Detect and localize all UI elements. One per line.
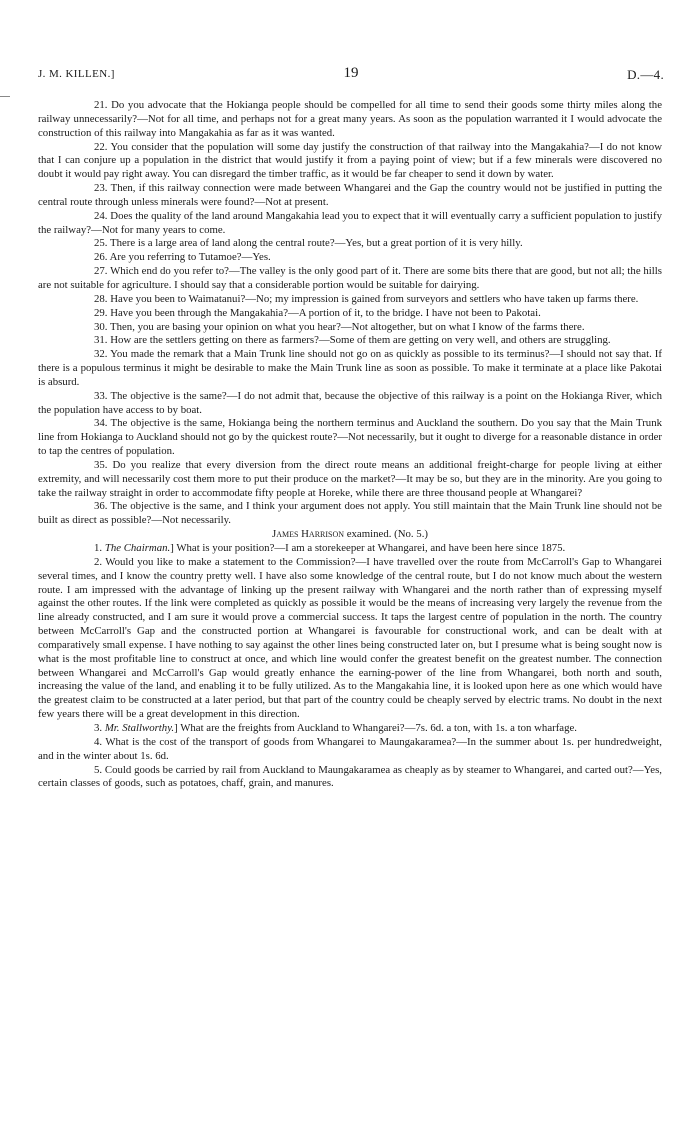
question-number: 24. xyxy=(94,209,108,222)
question-text: Then, you are basing your opinion on what you hear?—Not altogether, but on what I know of the farms there. xyxy=(110,320,585,333)
question-number: 3. xyxy=(94,721,103,734)
question-number: 26. xyxy=(94,251,108,264)
question-number: 34. xyxy=(94,417,108,430)
question-text: There is a large area of land along the central route?—Yes, but a great portion of it is very hilly. xyxy=(110,237,523,250)
question-text: Do you advocate that the Hokianga people should be compelled for all time to send their goods some thirty miles along the railway unnecessarily?—Not for all time, and perhaps not for a great many years. As soon as the population warranted it I would advocate the construction of this railway into Mangakahia as far as it was wanted. xyxy=(38,99,662,139)
killen-testimony xyxy=(38,99,662,528)
question-number: 30. xyxy=(94,320,108,333)
question-paragraph xyxy=(38,293,662,307)
question-number: 2. xyxy=(94,555,103,568)
question-text: Then, if this railway connection were made between Whangarei and the Gap the country would not be justified in putting the central route through unless minerals were found?—Not at present. xyxy=(38,182,662,208)
question-paragraph xyxy=(38,182,662,210)
question-number: 36. xyxy=(94,500,108,513)
question-number: 4. xyxy=(94,735,103,748)
speaker-name: Mr. Stallworthy. xyxy=(104,721,175,734)
speaker-name: The Chairman. xyxy=(104,542,171,554)
question-paragraph xyxy=(38,265,662,293)
question-text: Would you like to make a statement to the Commission?—I have travelled over the route from McCarroll's Gap to Whangarei several times, and I know the country pretty well. I have also some knowledge of the central route, but I do not know much about the western route. I am impressed with the advantage of linking up the present railway with Whangarei and the north rather than of expressing myself against the other routes. If the link were completed as quickly as possible it would be the means of increasing very largely the revenue from the line already constructed, and I am sure it would prove a commercial success. It taps the largest centre of population in the north. The country between McCarroll's Gap and the constructed portion at Whangarei is favourable for constructional work, and can be dealt with at comparatively small expense. I have nothing to say against the other lines being constructed later on, but I presume what is being sought now is what is the most profitable line to construct at once, and which line would confer the greatest benefit on the greatest number. The connection between Whangarei and McCarroll's Gap would greatly enhance the earning-power of the line from Whangarei, both north and south, increasing the value of the land, and enabling it to be fully utilized. As to the Mangakahia line, it is looked upon here as one which would have the greatest claim to be constructed at a later period, but that part of the country could be cheaply served by electric trams. No doubt in the next few years there will be a great development in this direction. xyxy=(38,555,662,721)
question-paragraph xyxy=(38,99,662,141)
question-paragraph xyxy=(38,237,662,251)
witness-heading-rest: examined. (No. 5.) xyxy=(344,528,428,541)
question-number: 31. xyxy=(94,334,108,347)
question-number: 33. xyxy=(94,389,108,402)
question-number: 23. xyxy=(94,182,108,195)
question-paragraph xyxy=(38,334,662,348)
question-number: 32. xyxy=(94,348,108,361)
question-paragraph xyxy=(38,251,662,265)
question-text: You made the remark that a Main Trunk line should not go on as quickly as possible to its terminus?—I should not say that. If there is a populous terminus it might be desirable to make the Main Trunk line as soon as possible. To make it terminate at a place like Pakotai is absurd. xyxy=(38,348,662,388)
question-text: Which end do you refer to?—The valley is the only good part of it. There are some bits there that are good, but not all; the hills are not suitable for agriculture. I should say that a considerable portion would be suitable for dairying. xyxy=(38,265,662,291)
question-text: Are you referring to Tutamoe?—Yes. xyxy=(109,251,271,264)
question-number: 1. xyxy=(94,542,103,554)
question-paragraph: 1. The Chairman.] What is your position?—I am a storekeeper at Whangarei, and have been here since 1875. xyxy=(94,542,566,554)
witness-heading xyxy=(38,528,662,542)
question-paragraph xyxy=(38,417,662,459)
question-paragraph xyxy=(38,556,662,722)
question-number: 28. xyxy=(94,292,108,305)
question-paragraph xyxy=(38,141,662,183)
question-text: You consider that the population will some day justify the construction of that railway into the Mangakahia?—I do not know that I can conjure up a population in the district that would justify it from a paying point of view; but if a few minerals were discovered no doubt it would pay right away. You can disregard the timber traffic, as it would be far cheaper to send it down by water. xyxy=(38,140,662,181)
question-text: The objective is the same?—I do not admit that, because the objective of this railway is a point on the Hokianga River, which the population have access to by boat. xyxy=(38,389,662,416)
witness-name: James Harrison xyxy=(272,528,345,541)
header-witness-name: J. M. KILLEN.] xyxy=(38,68,115,80)
question-paragraph xyxy=(38,390,662,418)
question-text: What is the cost of the transport of goods from Whangarei to Maungakaramea?—In the summer about 1s. per hundredweight, and in the winter about 1s. 6d. xyxy=(38,735,662,762)
question-number: 25. xyxy=(94,237,108,250)
question-number: 22. xyxy=(94,140,108,153)
question-text: Does the quality of the land around Mangakahia lead you to expect that it will eventually carry a sufficient population to justify the railway?—Not for many years to come. xyxy=(38,209,663,236)
question-number: 27. xyxy=(94,265,108,278)
question-text: The objective is the same, and I think your argument does not apply. You still maintain that the Main Trunk line should not be built as direct as possible?—Not necessarily. xyxy=(38,500,662,527)
question-paragraph xyxy=(38,500,662,528)
question-number: 5. xyxy=(94,763,103,776)
question-number: 29. xyxy=(94,306,108,319)
page-header xyxy=(38,66,664,84)
question-paragraph xyxy=(38,764,662,792)
question-text: What are the freights from Auckland to Whangarei?—7s. 6d. a ton, with 1s. a ton wharfage. xyxy=(180,721,577,734)
question-text: Could goods be carried by rail from Auckland to Maungakaramea as cheaply as by steamer to Whangarei, and carted out?—Yes, certain classes of goods, such as potatoes, chaff, grain, and manures. xyxy=(38,763,663,790)
document-reference: D.—4. xyxy=(627,67,664,82)
question-text: How are the settlers getting on there as farmers?—Some of them are getting on very well, and others are struggling. xyxy=(110,334,611,347)
question-number: 21. xyxy=(94,99,108,111)
question-text: Do you realize that every diversion from the direct route means an additional freight-charge for people living at either extremity, and will necessarily cost them more to put their produce on the market?—It may be so, but they are in the minority. Are you going to take the railway straight in order to accommodate fifty people at Horeke, while there are three thousand people at Whangarei? xyxy=(38,458,662,499)
question-text: Have you been through the Mangakahia?—A portion of it, to the bridge. I have not been to Pakotai. xyxy=(110,306,541,319)
question-paragraph xyxy=(38,348,662,390)
question-paragraph xyxy=(38,210,662,238)
document-body xyxy=(38,99,662,791)
question-paragraph: 3. Mr. Stallworthy.] What are the freights from Auckland to Whangarei?—7s. 6d. a ton, with 1s. a ton wharfage. xyxy=(94,721,577,734)
question-paragraph xyxy=(38,459,662,501)
question-paragraph xyxy=(38,321,662,335)
question-text: What is your position?—I am a storekeeper at Whangarei, and have been here since 1875. xyxy=(176,542,566,554)
question-paragraph xyxy=(38,307,662,321)
question-text: The objective is the same, Hokianga being the northern terminus and Auckland the southern. Do you say that the Main Trunk line from Hokianga to Auckland should not go by the quickest route?—Not necessarily, but it ought to diverge for a reasonable distance in order to tap the centres of population. xyxy=(38,417,662,458)
harrison-testimony xyxy=(38,542,662,791)
page-number: 19 xyxy=(343,65,359,81)
margin-mark xyxy=(0,96,10,97)
question-text: Have you been to Waimatanui?—No; my impression is gained from surveyors and settlers who have taken up farms there. xyxy=(110,292,639,305)
question-paragraph xyxy=(38,736,662,764)
question-number: 35. xyxy=(94,458,108,471)
